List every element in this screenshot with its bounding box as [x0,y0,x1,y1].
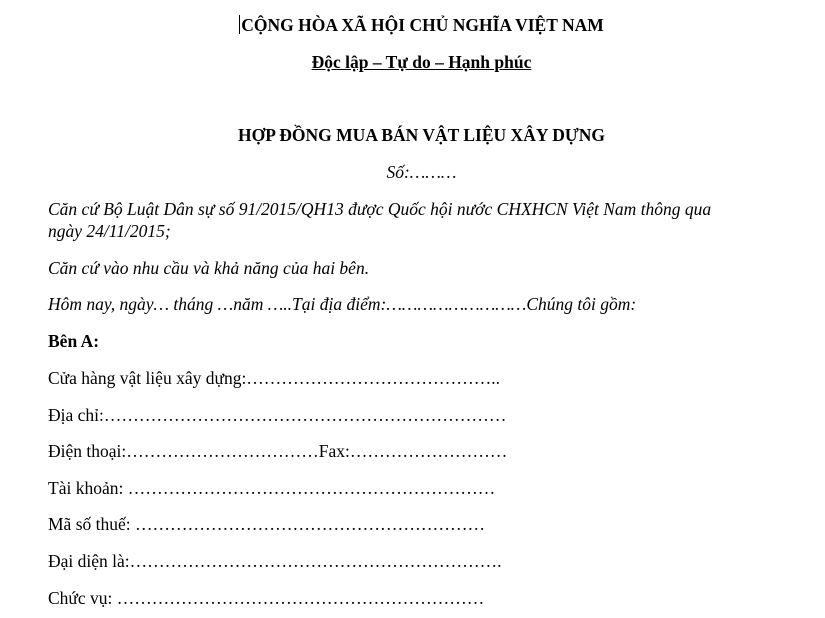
basis-law-line-2: ngày 24/11/2015; [48,221,171,241]
party-a-heading: Bên A: [48,331,100,351]
basis-law-line-1: Căn cứ Bộ Luật Dân sự số 91/2015/QH13 được Quốc hội nước CHXHCN Việt Nam thông qua [48,199,712,219]
account-field: Tài khoản: ……………………………………………………… [48,478,496,498]
national-title [0,14,825,36]
contract-title: HỢP ĐỒNG MUA BÁN VẬT LIỆU XÂY DỰNG [237,125,606,145]
address-field: Địa chỉ:…………………………………………………………… [48,405,507,425]
motto: Độc lập – Tự do – Hạnh phúc [311,52,532,72]
contract-number: Số:……… [386,162,457,182]
position-field: Chức vụ: ……………………………………………………… [48,588,485,608]
store-field: Cửa hàng vật liệu xây dựng:…………………………………….. [48,368,501,388]
date-place-line: Hôm nay, ngày… tháng …năm …..Tại địa điểm:………………………Chúng tôi gồm: [48,294,637,314]
representative-field: Đại diện là:………………………………………………………. [48,551,502,571]
basis-needs: Căn cứ vào nhu cầu và khả năng của hai bên. [48,258,370,278]
phone-fax-field: Điện thoại:……………………………Fax:……………………… [48,441,508,461]
national-title-text: CỘNG HÒA XÃ HỘI CHỦ NGHĨA VIỆT NAM [241,15,604,35]
tax-code-field: Mã số thuế: …………………………………………………… [48,514,486,534]
